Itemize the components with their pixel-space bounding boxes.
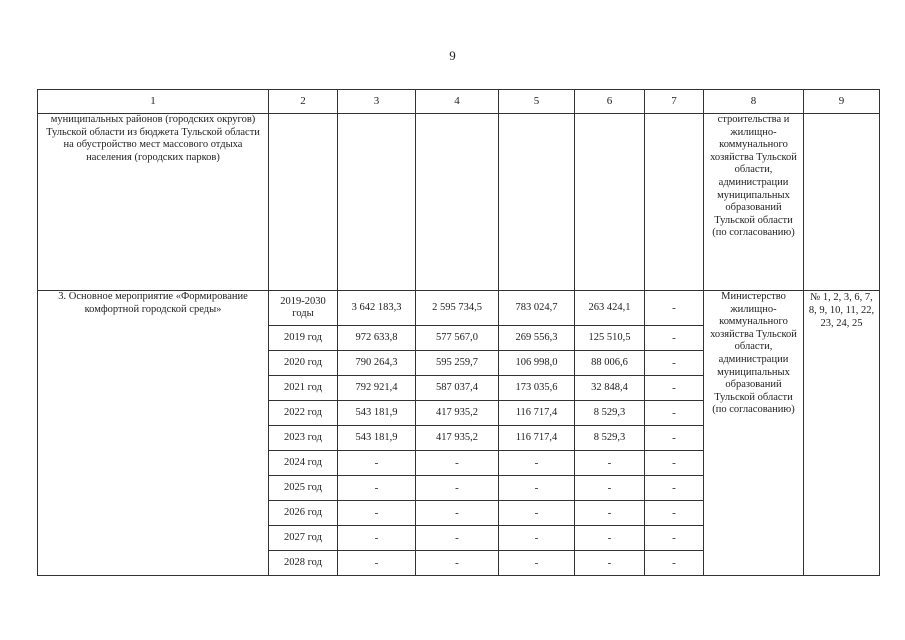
local-cell: 8 529,3: [575, 401, 645, 426]
total-cell: -: [338, 476, 416, 501]
local-cell: 88 006,6: [575, 351, 645, 376]
empty-cell: [416, 114, 499, 291]
federal-cell: -: [416, 451, 499, 476]
regional-cell: 106 998,0: [499, 351, 575, 376]
regional-cell: -: [499, 476, 575, 501]
federal-cell: -: [416, 526, 499, 551]
period-cell: 2025 год: [269, 476, 338, 501]
total-cell: -: [338, 451, 416, 476]
header-cell: 8: [704, 90, 804, 114]
other-cell: -: [645, 501, 704, 526]
measure-indicators: № 1, 2, 3, 6, 7, 8, 9, 10, 11, 22, 23, 24, 25: [804, 291, 880, 576]
other-cell: -: [645, 526, 704, 551]
regional-cell: 173 035,6: [499, 376, 575, 401]
regional-cell: 269 556,3: [499, 326, 575, 351]
total-cell: 543 181,9: [338, 426, 416, 451]
header-cell: 1: [38, 90, 269, 114]
federal-cell: 2 595 734,5: [416, 291, 499, 326]
federal-cell: -: [416, 501, 499, 526]
page-number: 9: [449, 48, 456, 63]
other-cell: -: [645, 551, 704, 576]
local-cell: 32 848,4: [575, 376, 645, 401]
period-cell: 2022 год: [269, 401, 338, 426]
regional-cell: -: [499, 451, 575, 476]
period-cell: 2021 год: [269, 376, 338, 401]
local-cell: -: [575, 526, 645, 551]
local-cell: 8 529,3: [575, 426, 645, 451]
empty-cell: [499, 114, 575, 291]
period-cell: 2027 год: [269, 526, 338, 551]
header-cell: 4: [416, 90, 499, 114]
regional-cell: 116 717,4: [499, 401, 575, 426]
continuation-executor-text: строительства и жилищно-коммунального хозяйства Тульской области, администрации муниципальных образований Тульской области (по согласованию): [704, 114, 804, 291]
federal-cell: 417 935,2: [416, 401, 499, 426]
other-cell: -: [645, 476, 704, 501]
program-table: [37, 89, 880, 576]
total-cell: -: [338, 551, 416, 576]
total-cell: -: [338, 526, 416, 551]
period-cell: 2023 год: [269, 426, 338, 451]
period-cell: 2020 год: [269, 351, 338, 376]
empty-cell: [338, 114, 416, 291]
measure-executor: Министерство жилищно-коммунального хозяйства Тульской области, администрации муниципальных образований Тульской области (по согласованию): [704, 291, 804, 576]
period-cell: 2019-2030 годы: [269, 291, 338, 326]
empty-cell: [269, 114, 338, 291]
federal-cell: 577 567,0: [416, 326, 499, 351]
header-cell: 9: [804, 90, 880, 114]
regional-cell: -: [499, 526, 575, 551]
empty-cell: [645, 114, 704, 291]
header-cell: 7: [645, 90, 704, 114]
empty-cell: [804, 114, 880, 291]
period-cell: 2019 год: [269, 326, 338, 351]
other-cell: -: [645, 351, 704, 376]
other-cell: -: [645, 451, 704, 476]
empty-cell: [575, 114, 645, 291]
federal-cell: 595 259,7: [416, 351, 499, 376]
other-cell: -: [645, 376, 704, 401]
regional-cell: 783 024,7: [499, 291, 575, 326]
federal-cell: -: [416, 551, 499, 576]
measure-total-row: [38, 291, 880, 326]
header-cell: 3: [338, 90, 416, 114]
total-cell: 3 642 183,3: [338, 291, 416, 326]
local-cell: -: [575, 476, 645, 501]
federal-cell: -: [416, 476, 499, 501]
total-cell: 790 264,3: [338, 351, 416, 376]
header-cell: 2: [269, 90, 338, 114]
local-cell: 125 510,5: [575, 326, 645, 351]
header-cell: 6: [575, 90, 645, 114]
regional-cell: -: [499, 551, 575, 576]
local-cell: 263 424,1: [575, 291, 645, 326]
period-cell: 2026 год: [269, 501, 338, 526]
local-cell: -: [575, 451, 645, 476]
local-cell: -: [575, 501, 645, 526]
period-cell: 2028 год: [269, 551, 338, 576]
period-cell: 2024 год: [269, 451, 338, 476]
other-cell: -: [645, 401, 704, 426]
header-row: [38, 90, 880, 114]
federal-cell: 587 037,4: [416, 376, 499, 401]
continuation-measure-text: муниципальных районов (городских округов) Тульской области из бюджета Тульской области на обустройство мест массового отдыха населения (городских парков): [38, 114, 269, 291]
regional-cell: 116 717,4: [499, 426, 575, 451]
total-cell: 543 181,9: [338, 401, 416, 426]
local-cell: -: [575, 551, 645, 576]
other-cell: -: [645, 326, 704, 351]
total-cell: 792 921,4: [338, 376, 416, 401]
federal-cell: 417 935,2: [416, 426, 499, 451]
continuation-row: [38, 114, 880, 291]
regional-cell: -: [499, 501, 575, 526]
other-cell: -: [645, 291, 704, 326]
total-cell: 972 633,8: [338, 326, 416, 351]
other-cell: -: [645, 426, 704, 451]
total-cell: -: [338, 501, 416, 526]
header-cell: 5: [499, 90, 575, 114]
measure-name: 3. Основное мероприятие «Формирование комфортной городской среды»: [38, 291, 269, 576]
